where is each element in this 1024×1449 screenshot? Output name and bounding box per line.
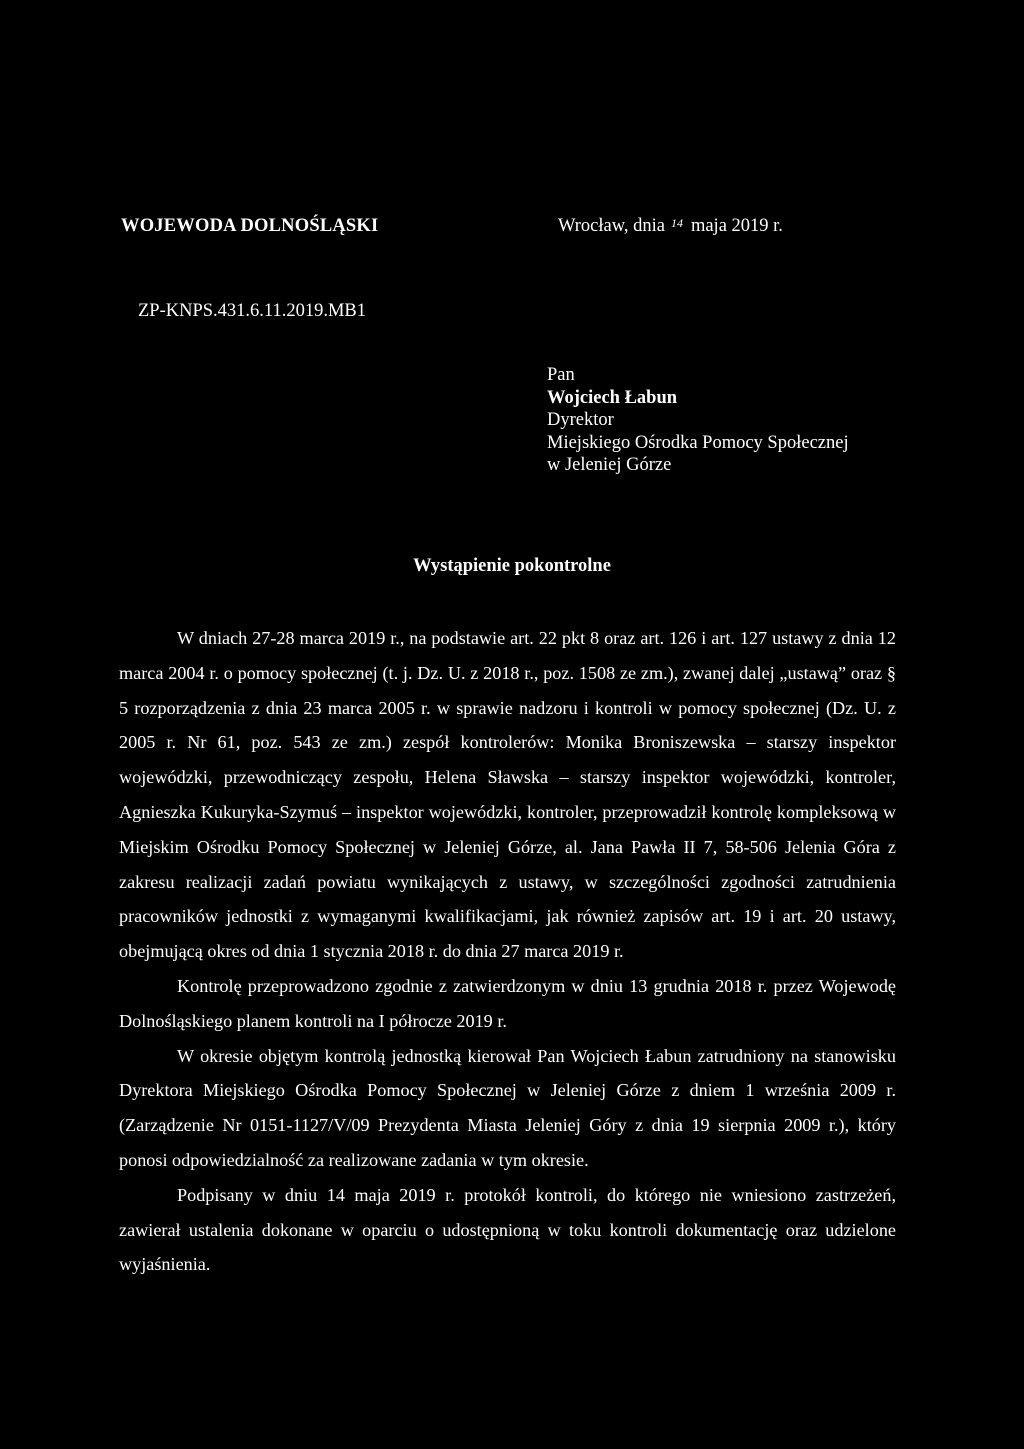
- place-date-suffix: maja 2019 r.: [690, 216, 783, 236]
- paragraph-inspection-plan: Kontrolę przeprowadzono zgodnie z zatwierdzonym w dniu 13 grudnia 2018 r. przez Wojewodę Dolnośląskiego planem kontroli na I półrocze 2019 r.: [119, 975, 896, 1031]
- place-and-date: [558, 216, 783, 237]
- addressee-position: Dyrektor: [547, 410, 614, 430]
- addressee-city: w Jeleniej Górze: [547, 455, 672, 475]
- addressee-salutation: Pan: [547, 365, 575, 385]
- addressee-institution: Miejskiego Ośrodka Pomocy Społecznej: [547, 432, 849, 453]
- addressee-name: Wojciech Łabun: [547, 387, 678, 408]
- paragraph-unit-director: W okresie objętym kontrolą jednostką kierował Pan Wojciech Łabun zatrudniony na stanowisku Dyrektora Miejskiego Ośrodka Pomocy Społecznej w Jeleniej Górze z dniem 1 września 2009 r. (Zarządzenie Nr 0151-1127/V/09 Prezydenta Miasta Jeleniej Góry z dnia 19 sierpnia 2009 r.), który ponosi odpowiedzialność za realizowane zadania w tym okresie.: [119, 1045, 896, 1170]
- handwritten-day: 14: [670, 216, 683, 230]
- paragraph-inspection-scope: W dniach 27-28 marca 2019 r., na podstawie art. 22 pkt 8 oraz art. 126 i art. 127 ustawy z dnia 12 marca 2004 r. o pomocy społecznej (t. j. Dz. U. z 2018 r., poz. 1508 ze zm.), zwanej dalej „ustawą” oraz § 5 rozporządzenia z dnia 23 marca 2005 r. w sprawie nadzoru i kontroli w pomocy społecznej (Dz. U. z 2005 r. Nr 61, poz. 543 ze zm.) zespół kontrolerów: Monika Broniszewska – starszy inspektor wojewódzki, przewodniczący zespołu, Helena Sławska – starszy inspektor wojewódzki, kontroler, Agnieszka Kukuryka-Szymuś – inspektor wojewódzki, kontroler, przeprowadził kontrolę kompleksową w Miejskim Ośrodku Pomocy Społecznej w Jeleniej Górze, al. Jana Pawła II 7, 58-506 Jelenia Góra z zakresu realizacji zadań powiatu wynikających z ustawy, w szczególności zgodności zatrudnienia pracowników jednostki z wymaganymi kwalifikacjami, jak również zapisów art. 19 i art. 20 ustawy, obejmującą okres od dnia 1 stycznia 2018 r. do dnia 27 marca 2019 r.: [119, 628, 896, 962]
- document-title: Wystąpienie pokontrolne: [413, 556, 611, 576]
- paragraph-protocol-signed: Podpisany w dniu 14 maja 2019 r. protokół kontroli, do którego nie wniesiono zastrzeżeń, zawierał ustalenia dokonane w oparciu o udostępnioną w toku kontroli dokumentację oraz udzielone wyjaśnienia.: [119, 1184, 896, 1275]
- reference-number: ZP-KNPS.431.6.11.2019.MB1: [138, 301, 367, 321]
- authority-name: WOJEWODA DOLNOŚLĄSKI: [121, 216, 379, 236]
- addressee-block: [547, 364, 849, 477]
- document-body: [119, 621, 896, 1282]
- place-date-prefix: Wrocław, dnia: [558, 216, 665, 236]
